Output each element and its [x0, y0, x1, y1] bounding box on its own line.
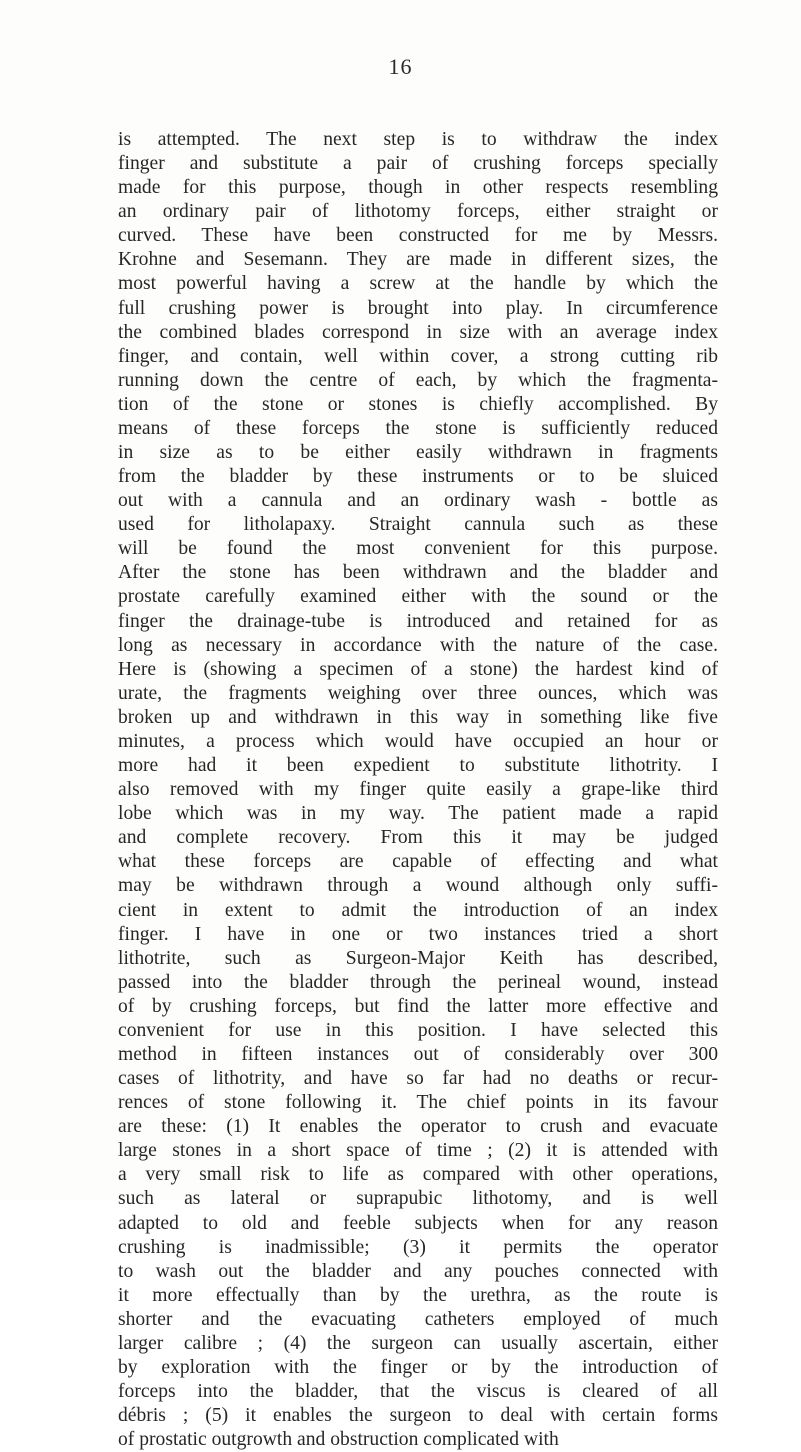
text-line: may be withdrawn through a wound although only suffi-: [118, 875, 718, 897]
text-line: After the stone has been withdrawn and the bladder and: [118, 562, 718, 584]
text-line: finger the drainage-tube is introduced and retained for as: [118, 610, 718, 632]
page-number: 16: [388, 54, 413, 79]
text-line: cases of lithotrity, and have so far had no deaths or recur-: [118, 1068, 718, 1090]
text-line: prostate carefully examined either with the sound or the: [118, 586, 718, 608]
text-line: and complete recovery. From this it may be judged: [118, 827, 718, 849]
text-line: method in fifteen instances out of considerably over 300: [118, 1043, 718, 1065]
text-line: used for litholapaxy. Straight cannula such as these: [118, 514, 718, 536]
text-line: will be found the most convenient for this purpose.: [118, 538, 718, 560]
text-line: finger and substitute a pair of crushing forceps specially: [118, 153, 718, 175]
text-line: a very small risk to life as compared with other operations,: [118, 1164, 718, 1186]
text-line: rences of stone following it. The chief points in its favour: [118, 1092, 718, 1114]
text-line: is attempted. The next step is to withdraw the index: [118, 129, 718, 150]
text-line: lobe which was in my way. The patient made a rapid: [118, 803, 718, 825]
text-line: an ordinary pair of lithotomy forceps, either straight or: [118, 201, 718, 223]
text-line: more had it been expedient to substitute lithotrity. I: [118, 755, 718, 777]
text-line: such as lateral or suprapubic lithotomy, and is well: [118, 1188, 718, 1210]
text-line: from the bladder by these instruments or to be sluiced: [118, 466, 718, 488]
body-text: [118, 128, 718, 1452]
text-line: curved. These have been constructed for me by Messrs.: [118, 225, 718, 247]
text-line: the combined blades correspond in size with an average index: [118, 321, 718, 343]
text-line: running down the centre of each, by which the fragmenta-: [118, 369, 718, 391]
text-line: Here is (showing a specimen of a stone) the hardest kind of: [118, 658, 718, 680]
text-line: by exploration with the finger or by the introduction of: [118, 1356, 718, 1378]
text-line: are these: (1) It enables the operator to crush and evacuate: [118, 1116, 718, 1138]
text-line: passed into the bladder through the perineal wound, instead: [118, 971, 718, 993]
text-line: lithotrite, such as Surgeon-Major Keith has described,: [118, 947, 718, 969]
text-line: most powerful having a screw at the handle by which the: [118, 273, 718, 295]
text-line: Krohne and Sesemann. They are made in different sizes, the: [118, 249, 718, 271]
text-line: of prostatic outgrowth and obstruction complicated with: [118, 1429, 559, 1451]
text-line: made for this purpose, though in other respects resembling: [118, 177, 718, 199]
text-line: débris ; (5) it enables the surgeon to deal with certain forms: [118, 1405, 718, 1427]
text-line: finger. I have in one or two instances tried a short: [118, 923, 718, 945]
text-line: long as necessary in accordance with the nature of the case.: [118, 634, 718, 656]
text-line: forceps into the bladder, that the viscus is cleared of all: [118, 1381, 718, 1403]
text-line: what these forceps are capable of effecting and what: [118, 851, 718, 873]
text-line: broken up and withdrawn in this way in something like five: [118, 706, 718, 728]
text-line: tion of the stone or stones is chiefly accomplished. By: [118, 393, 718, 415]
text-line: of by crushing forceps, but find the latter more effective and: [118, 995, 718, 1017]
text-line: out with a cannula and an ordinary wash - bottle as: [118, 490, 718, 512]
text-line: finger, and contain, well within cover, a strong cutting rib: [118, 345, 718, 367]
text-line: larger calibre ; (4) the surgeon can usually ascertain, either: [118, 1332, 718, 1354]
text-line: cient in extent to admit the introduction of an index: [118, 899, 718, 921]
text-line: large stones in a short space of time ; (2) it is attended with: [118, 1140, 718, 1162]
text-line: full crushing power is brought into play. In circumference: [118, 297, 718, 319]
text-line: to wash out the bladder and any pouches connected with: [118, 1260, 718, 1282]
text-line: also removed with my finger quite easily a grape-like third: [118, 779, 718, 801]
text-line: it more effectually than by the urethra, as the route is: [118, 1284, 718, 1306]
text-line: crushing is inadmissible; (3) it permits the operator: [118, 1236, 718, 1258]
text-line: means of these forceps the stone is sufficiently reduced: [118, 417, 718, 439]
text-line: minutes, a process which would have occupied an hour or: [118, 730, 718, 752]
text-line: convenient for use in this position. I have selected this: [118, 1019, 718, 1041]
text-line: adapted to old and feeble subjects when for any reason: [118, 1212, 718, 1234]
text-line: urate, the fragments weighing over three ounces, which was: [118, 682, 718, 704]
text-line: shorter and the evacuating catheters employed of much: [118, 1308, 718, 1330]
text-line: in size as to be either easily withdrawn in fragments: [118, 442, 718, 464]
